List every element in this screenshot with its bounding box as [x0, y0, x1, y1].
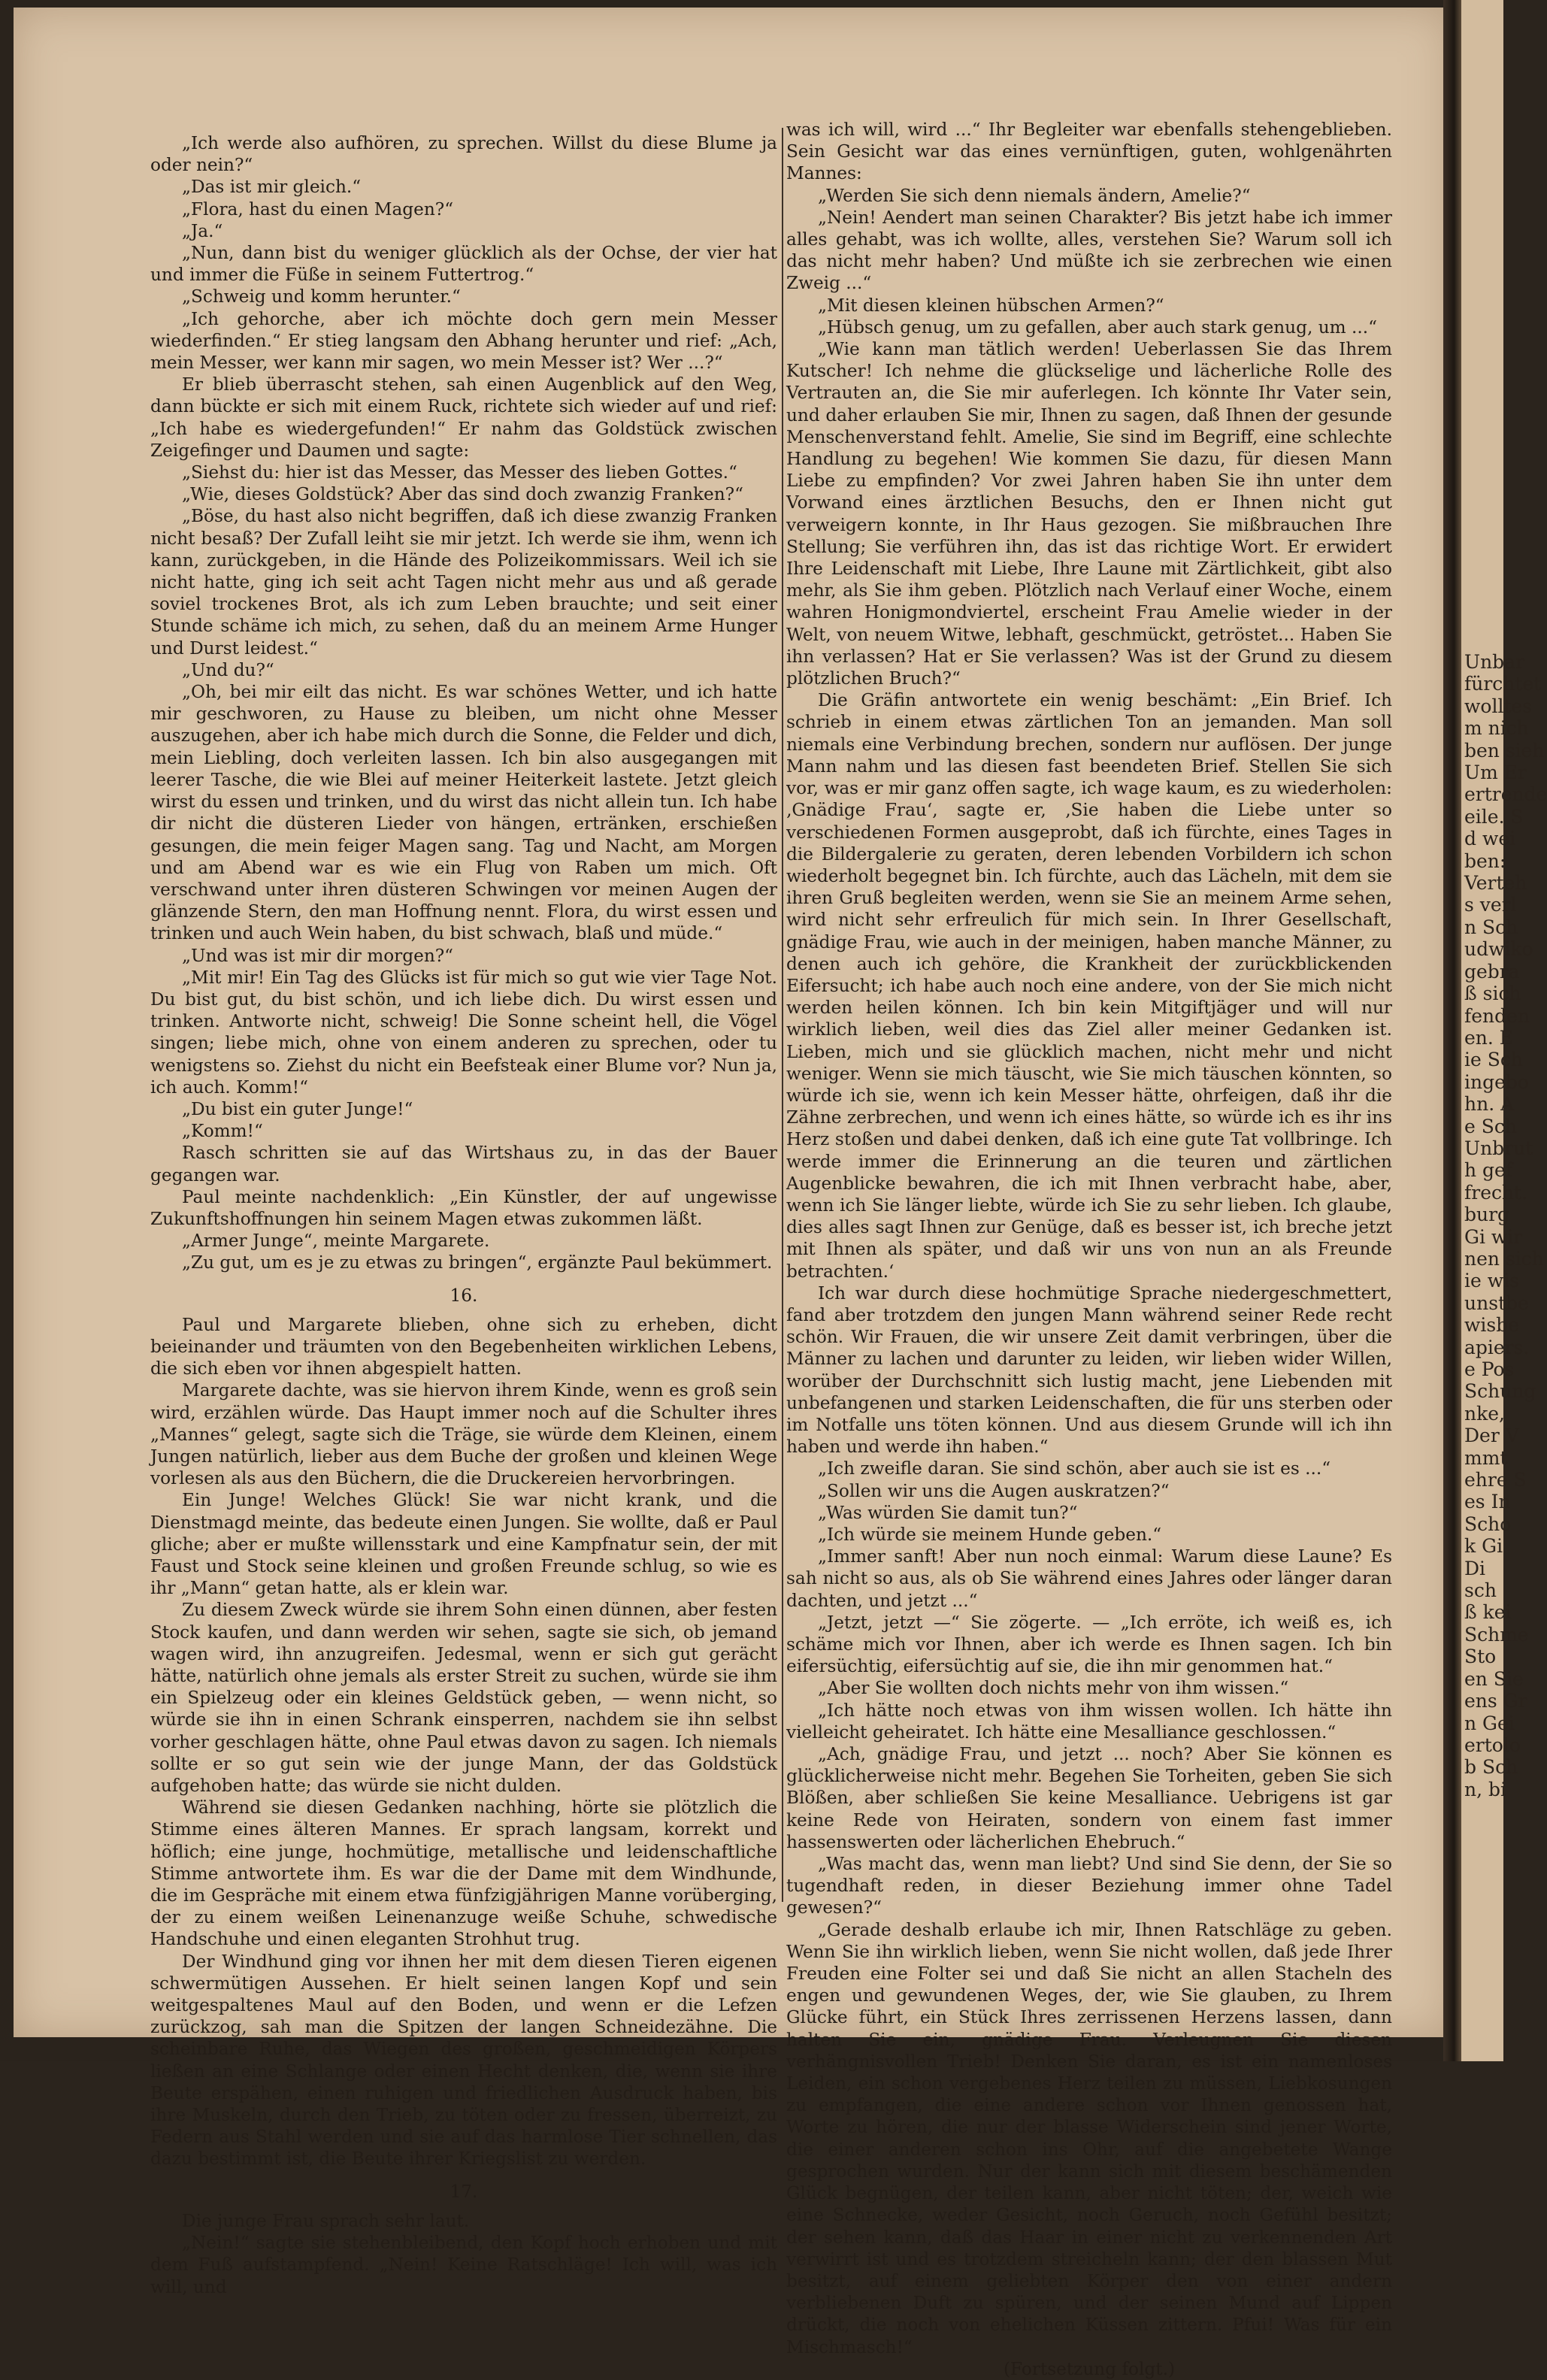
adjacent-page-line: gebra	[1464, 960, 1520, 983]
adjacent-page-line: k Gi	[1464, 1535, 1503, 1558]
section-17-body	[150, 2210, 777, 2298]
paragraph: „Immer sanft! Aber nun noch einmal: Warum diese Laune? Es sah nicht so aus, als ob Sie während eines Jahres oder länger daran dachten, und jetzt ...“	[786, 1546, 1392, 1611]
adjacent-page-line: unstbe	[1464, 1291, 1529, 1314]
paragraph: „Zu gut, um es je zu etwas zu bringen“, ergänzte Paul bekümmert.	[182, 1252, 773, 1273]
column-left-body	[150, 132, 777, 1274]
adjacent-page-line: frecht.	[1464, 1181, 1528, 1204]
adjacent-page-line: e Pos	[1464, 1358, 1515, 1380]
adjacent-page-line: b Sch	[1464, 1756, 1518, 1779]
paragraph: „Mit diesen kleinen hübschen Armen?“	[818, 295, 1164, 316]
paragraph: Paul meinte nachdenklich: „Ein Künstler, der auf ungewisse Zukunftshoffnungen hin seinem Magen etwas zukommen läßt.	[150, 1186, 777, 1229]
adjacent-page-line: eile. S	[1464, 805, 1524, 828]
adjacent-page-line: ie wis	[1464, 1270, 1519, 1292]
adjacent-page-line: Scho	[1464, 1512, 1512, 1535]
paragraph: „Jetzt, jetzt —“ Sie zögerte. — „Ich erröte, ich weiß es, ich schäme mich vor Ihnen, aber ich werde es Ihnen sagen. Ich bin eifersüchtig, eifersüchtig auf sie, die ihn mir genommen hat.“	[786, 1612, 1392, 1677]
adjacent-page-line: n Sch	[1464, 916, 1518, 938]
paragraph: Während sie diesen Gedanken nachhing, hörte sie plötzlich die Stimme eines älteren Mannes. Er sprach langsam, korrekt und höflich; eine junge, hochmütige, metallische und leidenschaftliche Stimme antwortete ihm. Es war die der Dame mit dem Windhunde, die im Gespräche mit einem etwa fünfzigjährigen Manne vorüberging, der zu einem weißen Leinenanzuge weiße Schuhe, schwedische Handschuhe und einen eleganten Strohhut trug.	[150, 1797, 777, 1950]
adjacent-page-line: ie Sch	[1464, 1049, 1523, 1071]
adjacent-page-line: n, bi	[1464, 1778, 1506, 1800]
paragraph: „Und du?“	[182, 659, 274, 680]
paragraph: „Ich gehorche, aber ich möchte doch gern mein Messer wiederfinden.“ Er stieg langsam den Abhang herunter und rief: „Ach, mein Messer, wer kann mir sagen, wo mein Messer ist? Wer ...?“	[150, 308, 777, 374]
paragraph: „Armer Junge“, meinte Margarete.	[182, 1231, 490, 1252]
paragraph: „Das ist mir gleich.“	[182, 177, 362, 198]
paragraph: „Siehst du: hier ist das Messer, das Messer des lieben Gottes.“	[182, 462, 737, 483]
adjacent-page-line: Um Er	[1464, 762, 1527, 784]
book-spine	[1443, 0, 1461, 2061]
paragraph: Der Windhund ging vor ihnen her mit dem diesen Tieren eigenen schwermütigen Aussehen. Er hielt seinen langen Kopf und sein weitgespaltenes Maul auf den Boden, und wenn er die Lefzen zurückzog, sah man die Spitzen der langen Schneidezähne. Die scheinbare Ruhe, das Wiegen des großen, geschmeidigen Körpers ließen an eine Schlange oder einen Hecht denken, die, wenn sie ihre Beute erspähen, einen ruhigen und friedlichen Ausdruck haben, bis ihre Muskeln, durch den Trieb, zu töten oder zu fressen, überreizt, zu Federn aus Stahl werden und sie auf das harmlose Tier schnellen, das dazu bestimmt ist, die Beute ihrer Kriegslist zu werden.	[150, 1951, 777, 2170]
adjacent-page-line: ens Gr	[1464, 1690, 1527, 1712]
paragraph: „Oh, bei mir eilt das nicht. Es war schönes Wetter, und ich hatte mir geschworen, zu Hause zu bleiben, um nicht ohne Messer auszugehen, aber ich habe mich durch die Sonne, die Felder und dich, mein Liebling, doch verleiten lassen. Ich bin also ausgegangen mit leerer Tasche, die wie Blei auf meiner Heiterkeit lastete. Jetzt gleich wirst du essen und trinken, und du wirst das nicht allein tun. Ich habe dir nicht die düsteren Lieder von hängen, ertränken, erschießen gesungen, die mein feiger Magen sang. Tag und Nacht, am Morgen und am Abend war es wie ein Flug von Raben um mich. Oft verschwand unter ihren düsteren Schwingen vor meinen Augen der glänzende Stern, den man Hoffnung nennt. Flora, du wirst essen und trinken und auch Wein haben, du bist schwach, blaß und müde.“	[150, 682, 777, 944]
adjacent-page-line: apiers.	[1464, 1336, 1530, 1358]
paragraph: „Mit mir! Ein Tag des Glücks ist für mich so gut wie vier Tage Not. Du bist gut, du bist schön, und ich liebe dich. Du wirst essen und trinken. Antworte nicht, schweig! Die Sonne scheint hell, die Vögel singen; liebe mich, ohne von einem anderen zu sprechen, oder tu wenigstens so. Ziehst du nicht ein Beefsteak einer Blume vor? Nun ja, ich auch. Komm!“	[150, 967, 777, 1098]
paragraph: „Ach, gnädige Frau, und jetzt ... noch? Aber Sie können es glücklicherweise nicht mehr. Begehen Sie Torheiten, geben Sie sich Blößen, aber schließen Sie keine Mesalliance. Uebrigens ist gar keine Rede von Heiraten, sondern von einem fast immer hassenswerten oder lächerlichen Ehebruch.“	[786, 1744, 1392, 1852]
paragraph: „Nein!“ sagte sie stehenbleibend, den Kopf hoch erhoben und mit dem Fuß aufstampfend. „Nein! Keine Ratschläge! Ich will, was ich will, und	[150, 2233, 777, 2297]
adjacent-page-line: Di	[1464, 1557, 1486, 1579]
paragraph: „Wie kann man tätlich werden! Ueberlassen Sie das Ihrem Kutscher! Ich nehme die glückselige und lächerliche Rolle des Vertrauten an, die Sie mir auferlegen. Ich könnte Ihr Vater sein, und daher erlauben Sie mir, Ihnen zu sagen, daß Ihnen der gesunde Menschenverstand fehlt. Amelie, Sie sind im Begriff, eine schlechte Handlung zu begehen! Wie kommen Sie dazu, für diesen Mann Liebe zu empfinden? Vor zwei Jahren haben Sie ihn unter dem Vorwand eines ärztlichen Besuchs, den er Ihnen nicht gut verweigern konnte, in Ihr Haus gezogen. Sie mißbrauchen Ihre Stellung; Sie verführen ihn, das ist das richtige Wort. Er erwidert Ihre Leidenschaft mit Liebe, Ihre Laune mit Zärtlichkeit, gibt also mehr, als Sie ihm geben. Plötzlich nach Verlauf einer Woche, einem wahren Honigmondviertel, erscheint Frau Amelie wieder in der Welt, von neuem Witwe, lebhaft, geschmückt, getröstet... Haben Sie ihn verlassen? Hat er Sie verlassen? Was ist der Grund zu diesem plötzlichen Bruch?“	[786, 339, 1392, 689]
adjacent-page-line: sch	[1464, 1579, 1497, 1602]
adjacent-page-line: Sto	[1464, 1646, 1497, 1668]
adjacent-page-line: Der V	[1464, 1425, 1519, 1447]
adjacent-page-line: Unbrut	[1464, 1137, 1533, 1159]
paragraph: „Hübsch genug, um zu gefallen, aber auch stark genug, um ...“	[818, 316, 1377, 338]
paragraph: „Ich zweifle daran. Sie sind schön, aber auch sie ist es ...“	[818, 1458, 1331, 1479]
adjacent-page-line: mmt	[1464, 1446, 1508, 1469]
adjacent-page-line: ingebo	[1464, 1070, 1529, 1093]
column-right-body	[786, 119, 1392, 2358]
adjacent-page-line: s verl	[1464, 894, 1517, 916]
section-16-body	[150, 1314, 777, 2170]
paragraph: „Gerade deshalb erlaube ich mir, Ihnen Ratschläge zu geben. Wenn Sie ihn wirklich lieben, wenn Sie nicht wollen, daß jede Ihrer Freuden eine Folter sei und daß Sie nicht an allen Stacheln des engen und gewundenen Weges, der, wie Sie glauben, zu Ihrem Glücke führt, ein Stück Ihres zerrissenen Herzens lassen, dann halten Sie ein, gnädige Frau. Verleugnen Sie diesen verhängnisvollen Trieb! Denken Sie daran, es ist ein namenloses Leiden, ein schon vergebenes Herz teilen zu müssen, Liebkosungen zu empfangen, die eine andere schon vor Ihnen genossen hat, Worte zu hören, die nur der blasse Widerschein sind jener Worte, die einer anderen schon ins Ohr, auf die angebetete Wange gesprochen wurden. Nur der kann sich mit diesem beschämenden Glück begnügen, der teilen kann, aber nicht töten; der, weich wie eine Schnecke, weder Gesicht, noch Geruch, noch Gefühl besitzt; der sehen kann, daß das Haar in einer nicht zu verkennenden Art verwirrt ist und es trotzdem streicheln kann; der den blassen Mut besitzt, auf einem geliebten Körper den von einer andern verbliebenen Duft zu spüren, und der seinen Mund auf Lippen drückt, die noch von ehelichen Küssen zittern. Pfui! Was für ein Mischmasch!“	[786, 1919, 1392, 2357]
adjacent-page-line: fenden	[1464, 1004, 1530, 1027]
adjacent-page-line: Schme	[1464, 1623, 1529, 1646]
paragraph: „Flora, hast du einen Magen?“	[182, 198, 454, 220]
adjacent-page-line: wisbe	[1464, 1314, 1520, 1337]
paragraph: „Aber Sie wollten doch nichts mehr von ihm wissen.“	[818, 1678, 1289, 1699]
adjacent-page-line: burg	[1464, 1204, 1510, 1226]
column-left	[150, 132, 777, 2298]
paragraph: „Und was ist mir dir morgen?“	[182, 945, 454, 966]
paragraph: Ein Junge! Welches Glück! Sie war nicht krank, und die Dienstmagd meinte, das bedeute einen Jungen. Sie wollte, daß er Paul gliche; aber er mußte willensstark und eine Kampfnatur sein, der mit Faust und Stock seine kleinen und großen Freunde schlug, so wie es ihr „Mann“ getan hatte, als er klein war.	[150, 1490, 777, 1599]
paragraph: „Sollen wir uns die Augen auskratzen?“	[818, 1480, 1170, 1501]
adjacent-page-line: e Sch	[1464, 1115, 1517, 1137]
adjacent-page-line: en. E	[1464, 1026, 1514, 1049]
adjacent-page-line: wolltes	[1464, 695, 1533, 717]
adjacent-page-line: ertolo	[1464, 1734, 1521, 1756]
paragraph: Zu diesem Zweck würde sie ihrem Sohn einen dünnen, aber festen Stock kaufen, und dann werden wir sehen, sagte sie sich, ob jemand wagen wird, ihn anzugreifen. Jedesmal, wenn er sich gut gerächt hätte, natürlich ohne jemals als erster Streit zu suchen, würde sie ihm ein Spielzeug oder ein kleines Geldstück geben, — wenn nicht, so würde sie ihn in einen Schrank einsperren, nachdem sie ihn selbst vorher geschlagen hätte, ohne Paul etwas davon zu sagen. Ich niemals sollte er so gut sein wie der junge Mann, der das Goldstück aufgehoben hatte; das würde sie nicht dulden.	[150, 1600, 777, 1797]
adjacent-page-fragments	[1464, 651, 1547, 1800]
paragraph: „Ja.“	[182, 220, 223, 241]
adjacent-page-line: ß sich	[1464, 983, 1521, 1005]
adjacent-page-line: ehre S	[1464, 1469, 1527, 1491]
paragraph: „Ich werde also aufhören, zu sprechen. Willst du diese Blume ja oder nein?“	[150, 133, 777, 176]
paragraph: Ich war durch diese hochmütige Sprache niedergeschmettert, fand aber trotzdem den jungen Mann während seiner Rede recht schön. Wir Frauen, die wir unsere Zeit damit verbringen, über die Männer zu lachen und darunter zu leiden, wir lieben wider Willen, worüber der Durchschnitt sich lustig macht, jene Liebenden mit unbefangenen und starken Leidenschaften, die für uns sterben oder im Notfalle uns töten können. Und aus diesem Grunde will ich ihn haben und werde ihn haben.“	[786, 1282, 1392, 1458]
column-rule	[782, 128, 783, 1902]
paragraph: „Nein! Aendert man seinen Charakter? Bis jetzt habe ich immer alles gehabt, was ich wollte, alles, verstehen Sie? Warum soll ich das nicht mehr haben? Und müßte ich sie zerbrechen wie einen Zweig ...“	[786, 207, 1392, 294]
paragraph: „Schweig und komm herunter.“	[182, 286, 461, 307]
adjacent-page-line: hn. A	[1464, 1093, 1515, 1116]
section-number-17: 17.	[450, 2181, 478, 2202]
paragraph: „Was macht das, wenn man liebt? Und sind Sie denn, der Sie so tugendhaft reden, in dieser Beziehung immer ohne Tadel gewesen?“	[786, 1854, 1392, 1918]
adjacent-page-line: es In	[1464, 1491, 1511, 1513]
adjacent-page-line: ertrende	[1464, 783, 1547, 806]
adjacent-page-edge	[1461, 0, 1547, 2061]
adjacent-page-line: d wei	[1464, 828, 1516, 850]
adjacent-page-line: h gef	[1464, 1159, 1513, 1182]
adjacent-page-line: m nich	[1464, 717, 1529, 740]
adjacent-page-line: udwiko	[1464, 938, 1533, 961]
adjacent-page-line: ben:	[1464, 849, 1506, 872]
paragraph: „Ich würde sie meinem Hunde geben.“	[818, 1525, 1162, 1545]
paragraph: „Böse, du hast also nicht begriffen, daß ich diese zwanzig Franken nicht besaß? Der Zufall leiht sie mir jetzt. Ich werde sie ihm, wenn ich kann, zurückgeben, in die Hände des Polizeikommissars. Weil ich sie nicht hatte, ging ich seit acht Tagen nicht mehr aus und aß gerade soviel trockenes Brot, als ich zum Leben brauchte; und seit einer Stunde schäme ich mich, zu sehen, daß du an meinem Arme Hunger und Durst leidest.“	[150, 506, 777, 659]
paragraph: „Was würden Sie damit tun?“	[818, 1502, 1078, 1523]
adjacent-page-line: ß kei	[1464, 1601, 1512, 1624]
paragraph: was ich will, wird ...“ Ihr Begleiter war ebenfalls stehengeblieben. Sein Gesicht war das eines vernünftigen, guten, wohlgenährten Mannes:	[786, 120, 1392, 184]
paragraph: Margarete dachte, was sie hiervon ihrem Kinde, wenn es groß sein wird, erzählen würde. Das Haupt immer noch auf die Schulter ihres „Mannes“ gelegt, sagte sich die Träge, sie würde dem Kleinen, einem Jungen natürlich, lieber aus dem Buche der großen und kleinen Wege vorlesen als aus den Büchern, die die Druckereien hervorbringen.	[150, 1380, 777, 1489]
adjacent-page-line: Unbar	[1464, 651, 1525, 673]
paragraph: „Komm!“	[182, 1121, 263, 1142]
paragraph: Paul und Margarete blieben, ohne sich zu erheben, dicht beieinander und träumten von den Begebenheiten wirklichen Lebens, die sich eben vor ihnen abgespielt hatten.	[150, 1314, 777, 1379]
adjacent-page-line: Schung	[1464, 1380, 1536, 1403]
adjacent-page-line: nke,	[1464, 1402, 1505, 1425]
paragraph: „Werden Sie sich denn niemals ändern, Amelie?“	[818, 185, 1251, 206]
adjacent-page-line: nen sich	[1464, 1247, 1544, 1270]
adjacent-page-line: ben sieh	[1464, 739, 1545, 762]
section-number-16: 16.	[450, 1285, 478, 1306]
adjacent-page-line: fürchtet	[1464, 673, 1542, 695]
paragraph: „Du bist ein guter Junge!“	[182, 1098, 413, 1119]
adjacent-page-line: en Sie	[1464, 1667, 1524, 1690]
adjacent-page-line: Verteh	[1464, 872, 1527, 895]
adjacent-page-line: Gi wir	[1464, 1225, 1523, 1248]
paragraph: Die Gräfin antwortete ein wenig beschämt: „Ein Brief. Ich schrieb in einem etwas zärtlichen Ton an jemanden. Man soll niemals eine Verbindung brechen, sondern nur auflösen. Der junge Mann nahm und las diesen fast beendeten Brief. Stellen Sie sich vor, was er mir ganz offen sagte, ich wage kaum, es zu wiederholen: ‚Gnädige Frau‘, sagte er, ‚Sie haben die Liebe unter so verschiedenen Formen ausgeprobt, daß ich fürchte, eines Tages in die Bildergalerie zu geraten, deren lebenden Vorbildern ich schon wiederholt begegnet bin. Ich fürchte, auch das Lächeln, mit dem sie ihren Gruß begleiten werden, wenn sie Sie an meinem Arme sehen, wird nicht sehr erfreulich für mich sein. In Ihrer Gesellschaft, gnädige Frau, wie auch in der meinigen, haben manche Männer, zu denen auch ich gehöre, die Krankheit der zurückblickenden Eifersucht; ich habe auch noch eine andere, von der Sie mich nicht werden heilen können. Ich bin kein Mitgiftjäger und will nur wirklich lieben, weil dies das Ziel aller meiner Gedanken ist. Lieben, mich und sie glücklich machen, nicht mehr und nicht weniger. Wenn sie mich täuscht, wie Sie mich täuschen könnten, so würde ich sie, wenn ich kein Messer hätte, ohrfeigen, daß ihr die Zähne zerbrechen, und wenn ich eines hätte, so würde ich es ihr ins Herz stoßen und dabei denken, daß ich eine gute Tat vollbringe. Ich werde immer die Erinnerung an die teuren und zärtlichen Augenblicke bewahren, die ich mit Ihnen verbracht habe, aber, wenn ich Sie länger liebte, würde ich Sie zu sehr lieben. Ich glaube, dies alles sagt Ihnen zur Genüge, daß es besser ist, ich breche jetzt mit Ihnen als später, und daß wir uns von nun an als Freunde betrachten.‘	[786, 690, 1392, 1282]
paragraph: „Ich hätte noch etwas von ihm wissen wollen. Ich hätte ihn vielleicht geheiratet. Ich hätte eine Mesalliance geschlossen.“	[786, 1700, 1392, 1743]
paragraph: Rasch schritten sie auf das Wirtshaus zu, in das der Bauer gegangen war.	[150, 1143, 777, 1185]
to-be-continued: (Fortsetzung folgt.)	[1003, 2358, 1175, 2379]
paragraph: „Wie, dieses Goldstück? Aber das sind doch zwanzig Franken?“	[182, 484, 743, 505]
column-right	[786, 119, 1392, 2380]
adjacent-page-line: n Gei	[1464, 1712, 1515, 1734]
paragraph: Die junge Frau sprach sehr laut.	[182, 2210, 470, 2231]
paragraph: Er blieb überrascht stehen, sah einen Augenblick auf den Weg, dann bückte er sich mit einem Ruck, richtete sich wieder auf und rief: „Ich habe es wiedergefunden!“ Er nahm das Goldstück zwischen Zeigefinger und Daumen und sagte:	[150, 374, 777, 461]
paragraph: „Nun, dann bist du weniger glücklich als der Ochse, der vier hat und immer die Füße in seinem Futtertrog.“	[150, 243, 777, 286]
